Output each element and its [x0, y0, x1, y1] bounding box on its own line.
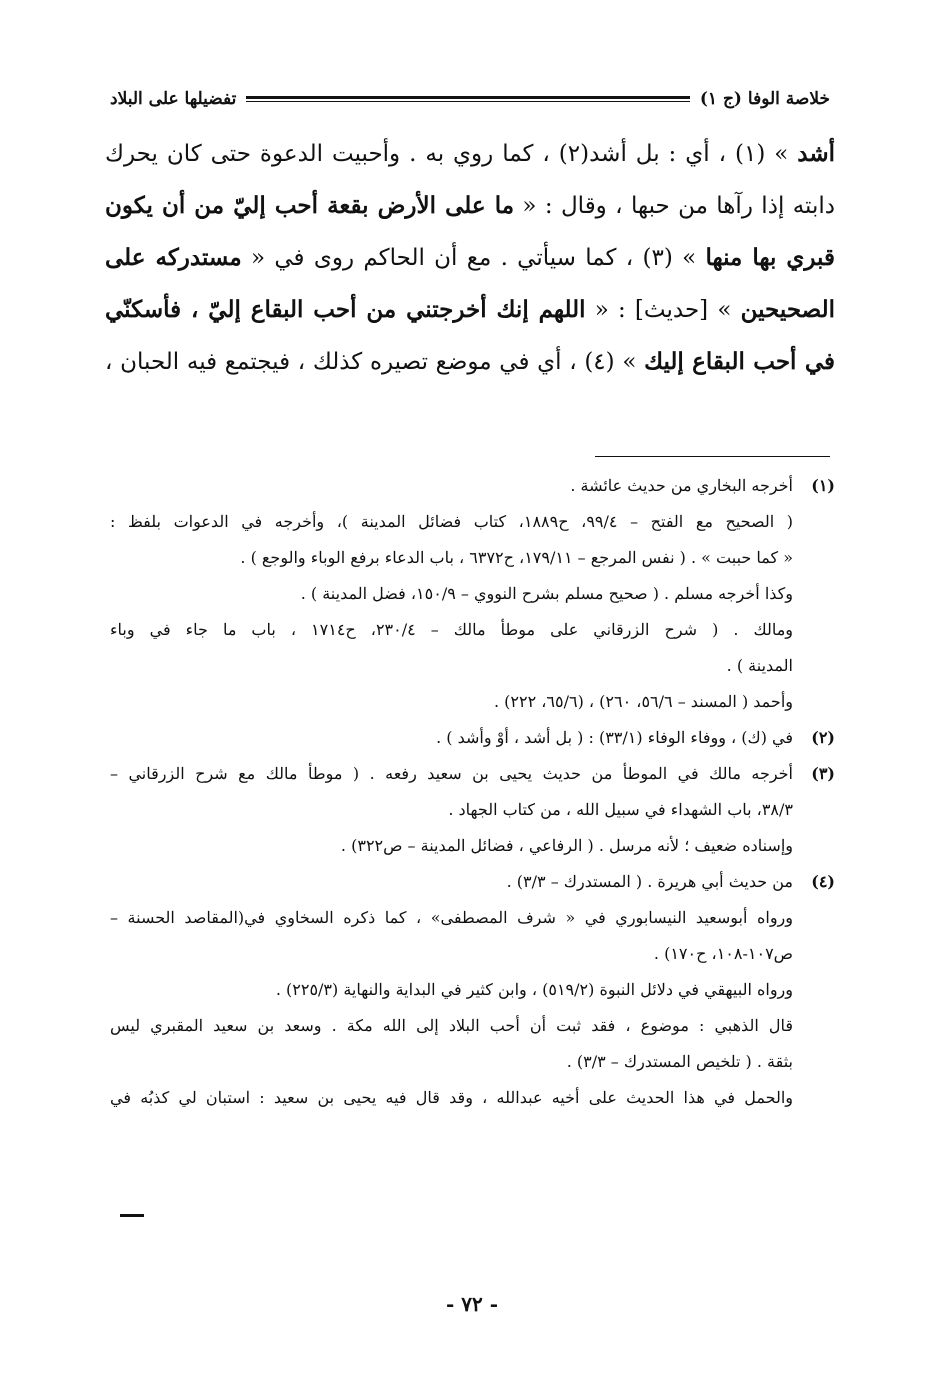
footnote-number: (٤): [811, 872, 835, 891]
text-segment: ، كما روي به . وأحبيت الدعوة حتى كان يحرك: [105, 141, 559, 167]
text-segment: أشد: [797, 140, 835, 167]
text-line: [105, 336, 835, 388]
text-segment: اللهم إنك أخرجتني من أحب البقاع إليّ ، فأسكنّي: [105, 296, 586, 323]
text-segment: » [حديث] : «: [585, 297, 741, 323]
footnote-number: (٣): [811, 764, 835, 783]
footnote-line: أخرجه مالك في الموطأ من حديث يحيى بن سعيد رفعه . ( موطأ مالك مع شرح الزرقاني –: [110, 764, 793, 783]
continuation-mark: [120, 1214, 144, 1217]
footnote-number: (١): [811, 476, 835, 495]
footnote-line: ورواه أبوسعيد النيسابوري في « شرف المصطفى» ، كما ذكره السخاوي في(المقاصد الحسنة –: [110, 908, 793, 927]
text-segment: قبري بها منها: [705, 244, 835, 271]
text-segment: في أحب البقاع إليك: [644, 348, 835, 375]
running-header: [110, 82, 830, 116]
footnote-ref: (٤): [584, 349, 615, 375]
footnote-line: وإسناده ضعيف ؛ لأنه مرسل . ( الرفاعي ، فضائل المدينة – ص٣٢٢) .: [340, 836, 793, 855]
footnote-ref: (٢): [558, 141, 590, 167]
footnote-line: أخرجه البخاري من حديث عائشة .: [570, 476, 793, 495]
text-segment: دابته إذا رآها من حبها ، وقال : «: [514, 193, 835, 219]
text-line: [105, 128, 835, 180]
footnote: [110, 720, 835, 756]
footnote-line: ص١٠٧-١٠٨، ح١٧٠) .: [653, 944, 793, 963]
book-title: خلاصة الوفا (ج ١): [699, 89, 830, 109]
text-segment: »: [672, 245, 706, 271]
footnote-line: ومالك . ( شرح الزرقاني على موطأ مالك – ٢٣٠/٤، ح١٧١٤ ، باب ما جاء في وباء: [110, 620, 793, 639]
footnote-line: « كما حببت » . ( نفس المرجع – ١٧٩/١١، ح٦٣٧٢ ، باب الدعاء برفع الوباء والوجع ) .: [240, 548, 793, 567]
header-rule: [246, 96, 689, 102]
footnote-line: قال الذهبي : موضوع ، فقد ثبت أن أحب البلاد إلى الله مكة . وسعد بن سعيد المقبري ليس: [110, 1016, 793, 1035]
text-segment: »: [614, 349, 645, 375]
footnote-line: ورواه البيهقي في دلائل النبوة (٥١٩/٢) ، وابن كثير في البداية والنهاية (٢٢٥/٣) .: [275, 980, 793, 999]
text-segment: ، كما سيأتي . مع أن الحاكم روى في «: [241, 245, 643, 271]
footnote-line: وأحمد ( المسند – ٥٦/٦، ٢٦٠) ، (٦٥/٦، ٢٢٢) .: [493, 692, 793, 711]
text-segment: »: [765, 141, 798, 167]
footnote-number: (٢): [811, 728, 835, 747]
chapter-title: تفضيلها على البلاد: [110, 89, 237, 109]
footnote: [110, 756, 835, 864]
footnote-ref: (١): [734, 141, 766, 167]
footnote-line: من حديث أبي هريرة . ( المستدرك – ٣/٣) .: [506, 872, 793, 891]
footnote-separator: [595, 456, 830, 457]
text-segment: ، أي في موضع تصيره كذلك ، فيجتمع فيه الحبان ،: [105, 349, 585, 375]
footnote-line: وكذا أخرجه مسلم . ( صحيح مسلم بشرح النووي – ١٥٠/٩، فضل المدينة ) .: [300, 584, 793, 603]
footnote-line: في (ك) ، ووفاء الوفاء (٣٣/١) : ( بل أشد ، أوْ وأشد ) .: [436, 728, 793, 747]
footnote-line: بثقة . ( تلخيص المستدرك – ٣/٣) .: [566, 1052, 793, 1071]
footnote-line: المدينة ) .: [726, 656, 793, 675]
footnote: [110, 468, 835, 720]
text-line: [105, 284, 835, 336]
page-number: - ٧٢ -: [445, 1292, 498, 1316]
text-segment: ما على الأرض بقعة أحب إليّ من أن يكون: [105, 192, 515, 219]
footnote-ref: (٣): [642, 245, 673, 271]
text-segment: الصحيحين: [740, 296, 835, 323]
text-line: [105, 180, 835, 232]
main-text: [105, 128, 835, 388]
text-segment: مستدركه على: [105, 244, 242, 271]
footnote: [110, 864, 835, 1116]
text-segment: ، أي : بل أشد: [589, 141, 735, 167]
text-line: [105, 232, 835, 284]
footnote-line: ٣٨/٣، باب الشهداء في سبيل الله ، من كتاب الجهاد .: [448, 800, 793, 819]
footnotes: [110, 468, 835, 1116]
footnote-line: والحمل في هذا الحديث على أخيه عبدالله ، وقد قال فيه يحيى بن سعيد : استبان لي كذبُه في: [110, 1088, 793, 1107]
footnote-line: ( الصحيح مع الفتح – ٩٩/٤، ح١٨٨٩، كتاب فضائل المدينة )، وأخرجه في الدعوات بلفظ :: [110, 512, 793, 531]
